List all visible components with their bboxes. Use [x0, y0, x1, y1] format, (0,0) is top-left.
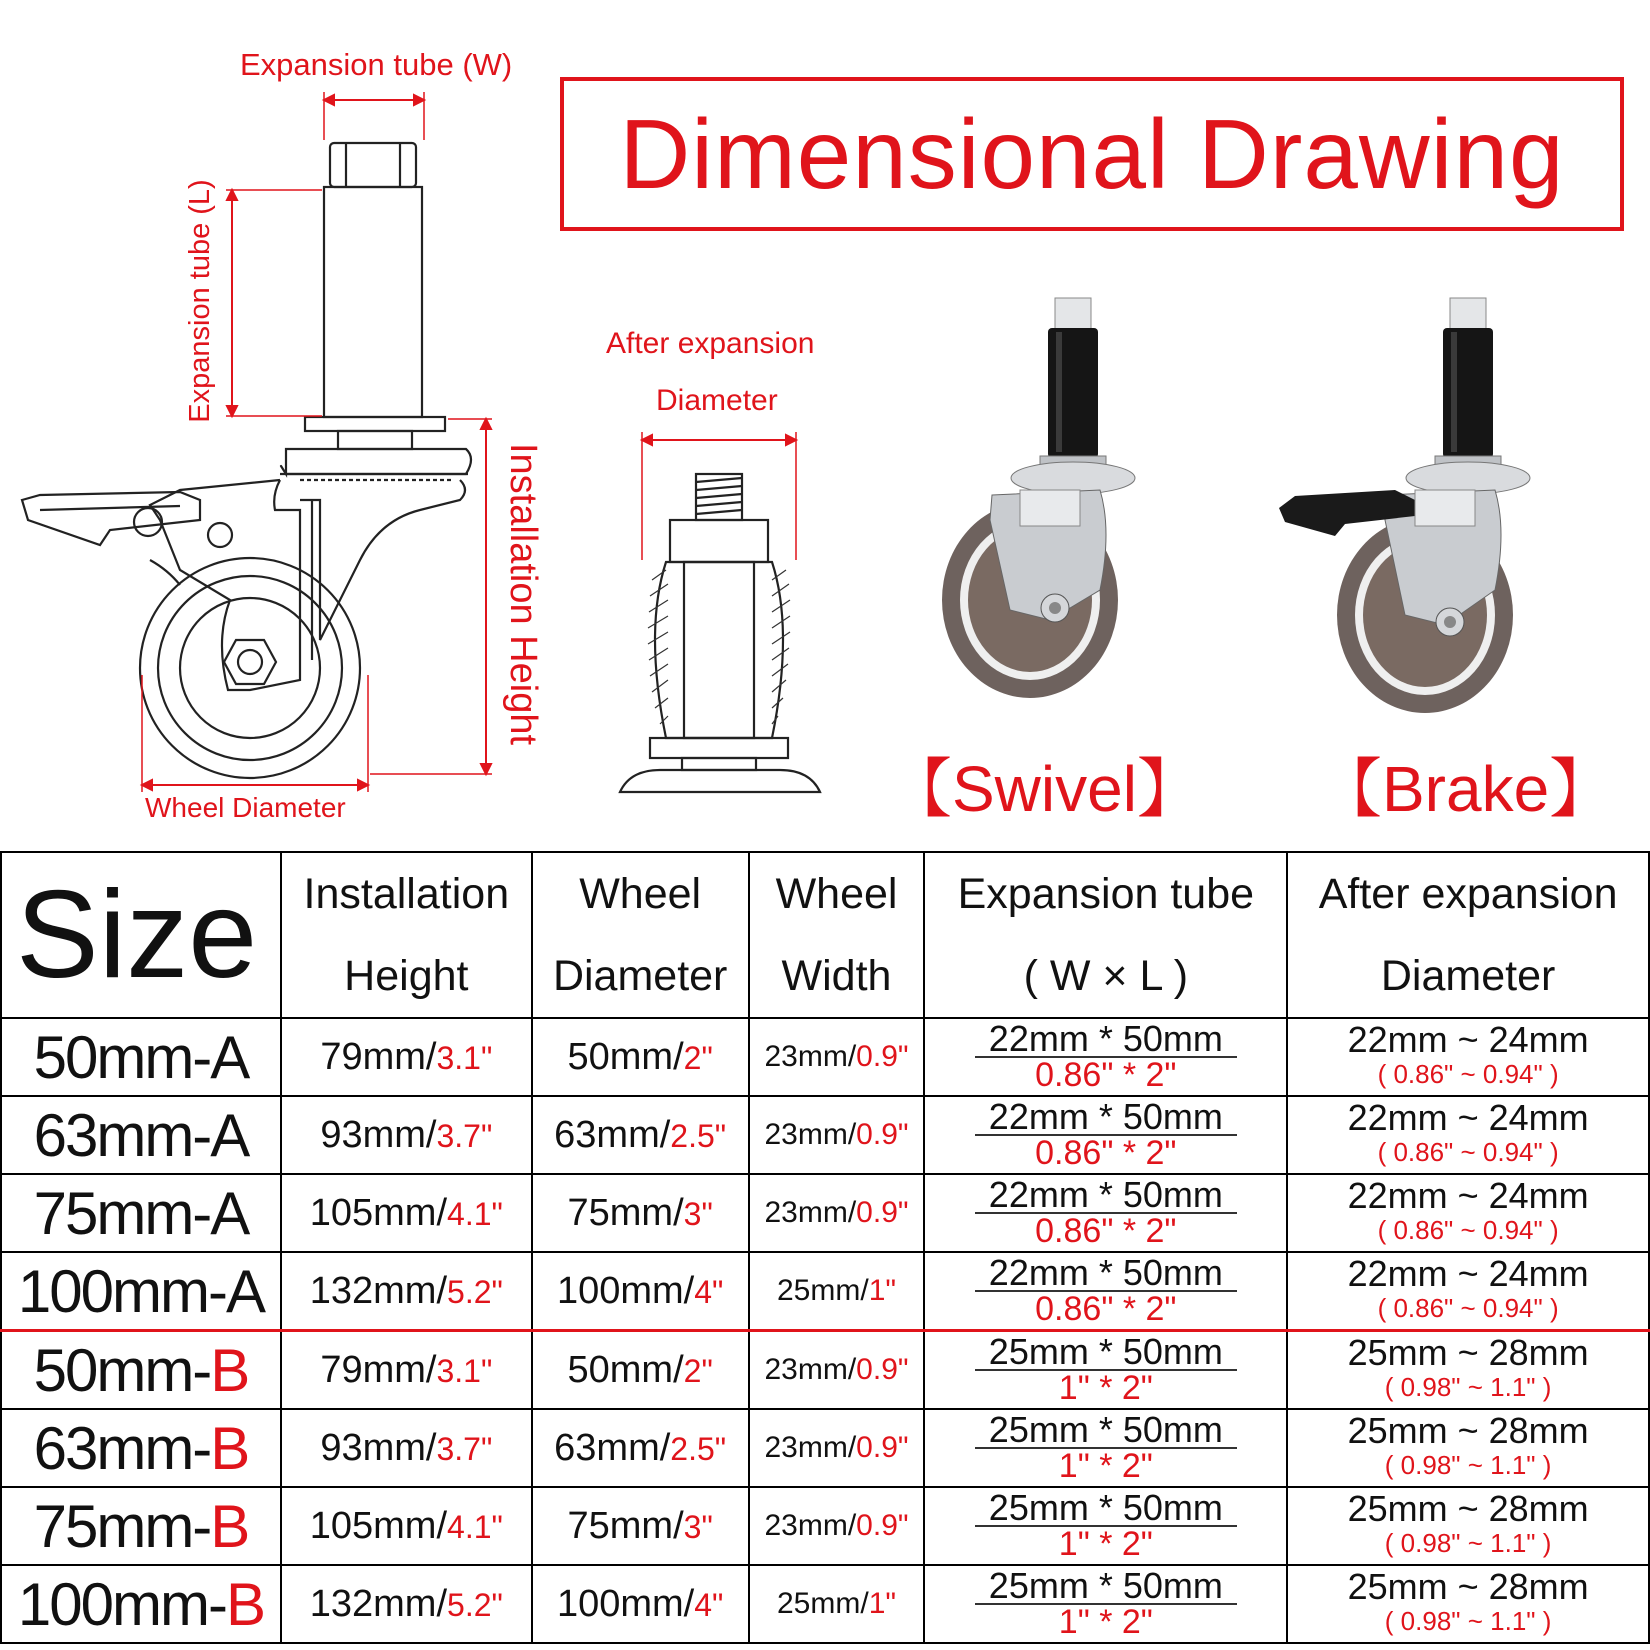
caption-swivel: 【Swivel】 [888, 753, 1201, 825]
label-installation-height: Installation Height [502, 442, 544, 746]
caster-line-drawing [0, 0, 560, 830]
cell-wheel-diameter: 100mm/4" [532, 1565, 749, 1643]
cell-installation-height: 105mm/4.1" [281, 1487, 532, 1565]
cell-after-expansion-diameter: 25mm ~ 28mm ( 0.98" ~ 1.1" ) [1287, 1331, 1649, 1410]
table-row [1, 1018, 1649, 1096]
cell-wheel-width: 23mm/0.9" [749, 1018, 925, 1096]
table-row [1, 1487, 1649, 1565]
cell-after-expansion-diameter: 25mm ~ 28mm ( 0.98" ~ 1.1" ) [1287, 1409, 1649, 1487]
cell-after-expansion-diameter: 22mm ~ 24mm ( 0.86" ~ 0.94" ) [1287, 1096, 1649, 1174]
header-after-expansion-diameter: After expansion Diameter [1287, 852, 1649, 1018]
cell-wheel-width: 23mm/0.9" [749, 1331, 925, 1410]
cell-size: 100mm-B [1, 1565, 281, 1643]
cell-expansion-tube: 22mm * 50mm 0.86" * 2" [924, 1174, 1287, 1252]
size-spec-table [0, 851, 1650, 1644]
cell-after-expansion-diameter: 25mm ~ 28mm ( 0.98" ~ 1.1" ) [1287, 1487, 1649, 1565]
table-row [1, 1331, 1649, 1410]
cell-wheel-diameter: 50mm/2" [532, 1331, 749, 1410]
swivel-caster-image [930, 290, 1150, 730]
brake-caster-image [1275, 290, 1535, 730]
cell-wheel-diameter: 75mm/3" [532, 1174, 749, 1252]
expansion-tube-section-drawing [600, 420, 840, 810]
header-installation-height: Installation Height [281, 852, 532, 1018]
header-wheel-width: Wheel Width [749, 852, 925, 1018]
cell-size: 100mm-A [1, 1252, 281, 1331]
cell-wheel-width: 23mm/0.9" [749, 1487, 925, 1565]
cell-installation-height: 79mm/3.1" [281, 1331, 532, 1410]
label-after-expansion: After expansion [606, 327, 815, 360]
cell-wheel-diameter: 50mm/2" [532, 1018, 749, 1096]
cell-wheel-width: 25mm/1" [749, 1252, 925, 1331]
cell-after-expansion-diameter: 25mm ~ 28mm ( 0.98" ~ 1.1" ) [1287, 1565, 1649, 1643]
cell-expansion-tube: 25mm * 50mm 1" * 2" [924, 1331, 1287, 1410]
header-size: Size [1, 852, 281, 1018]
cell-installation-height: 132mm/5.2" [281, 1565, 532, 1643]
cell-after-expansion-diameter: 22mm ~ 24mm ( 0.86" ~ 0.94" ) [1287, 1174, 1649, 1252]
label-expansion-tube-w: Expansion tube (W) [240, 47, 513, 82]
cell-expansion-tube: 25mm * 50mm 1" * 2" [924, 1409, 1287, 1487]
label-expansion-tube-l: Expansion tube (L) [184, 179, 216, 423]
cell-installation-height: 93mm/3.7" [281, 1409, 532, 1487]
label-diameter: Diameter [656, 384, 778, 417]
page-title: Dimensional Drawing [619, 98, 1565, 209]
cell-after-expansion-diameter: 22mm ~ 24mm ( 0.86" ~ 0.94" ) [1287, 1252, 1649, 1331]
caption-brake: 【Brake】 [1318, 753, 1614, 825]
table-row [1, 1409, 1649, 1487]
cell-wheel-width: 23mm/0.9" [749, 1409, 925, 1487]
table-header-row [1, 852, 1649, 1018]
cell-expansion-tube: 22mm * 50mm 0.86" * 2" [924, 1096, 1287, 1174]
cell-installation-height: 79mm/3.1" [281, 1018, 532, 1096]
table-row [1, 1174, 1649, 1252]
cell-expansion-tube: 25mm * 50mm 1" * 2" [924, 1487, 1287, 1565]
cell-wheel-width: 25mm/1" [749, 1565, 925, 1643]
title-box [560, 77, 1624, 231]
cell-size: 75mm-B [1, 1487, 281, 1565]
table-row [1, 1565, 1649, 1643]
cell-wheel-width: 23mm/0.9" [749, 1096, 925, 1174]
cell-size: 63mm-B [1, 1409, 281, 1487]
label-wheel-diameter: Wheel Diameter [145, 792, 346, 823]
cell-size: 63mm-A [1, 1096, 281, 1174]
cell-size: 75mm-A [1, 1174, 281, 1252]
cell-size: 50mm-B [1, 1331, 281, 1410]
cell-size: 50mm-A [1, 1018, 281, 1096]
header-wheel-diameter: Wheel Diameter [532, 852, 749, 1018]
table-row [1, 1096, 1649, 1174]
cell-wheel-width: 23mm/0.9" [749, 1174, 925, 1252]
cell-installation-height: 93mm/3.7" [281, 1096, 532, 1174]
cell-installation-height: 105mm/4.1" [281, 1174, 532, 1252]
cell-installation-height: 132mm/5.2" [281, 1252, 532, 1331]
cell-wheel-diameter: 100mm/4" [532, 1252, 749, 1331]
cell-wheel-diameter: 63mm/2.5" [532, 1409, 749, 1487]
cell-after-expansion-diameter: 22mm ~ 24mm ( 0.86" ~ 0.94" ) [1287, 1018, 1649, 1096]
cell-expansion-tube: 22mm * 50mm 0.86" * 2" [924, 1252, 1287, 1331]
cell-wheel-diameter: 75mm/3" [532, 1487, 749, 1565]
cell-expansion-tube: 25mm * 50mm 1" * 2" [924, 1565, 1287, 1643]
cell-wheel-diameter: 63mm/2.5" [532, 1096, 749, 1174]
header-expansion-tube: Expansion tube ( W × L ) [924, 852, 1287, 1018]
cell-expansion-tube: 22mm * 50mm 0.86" * 2" [924, 1018, 1287, 1096]
table-row [1, 1252, 1649, 1331]
